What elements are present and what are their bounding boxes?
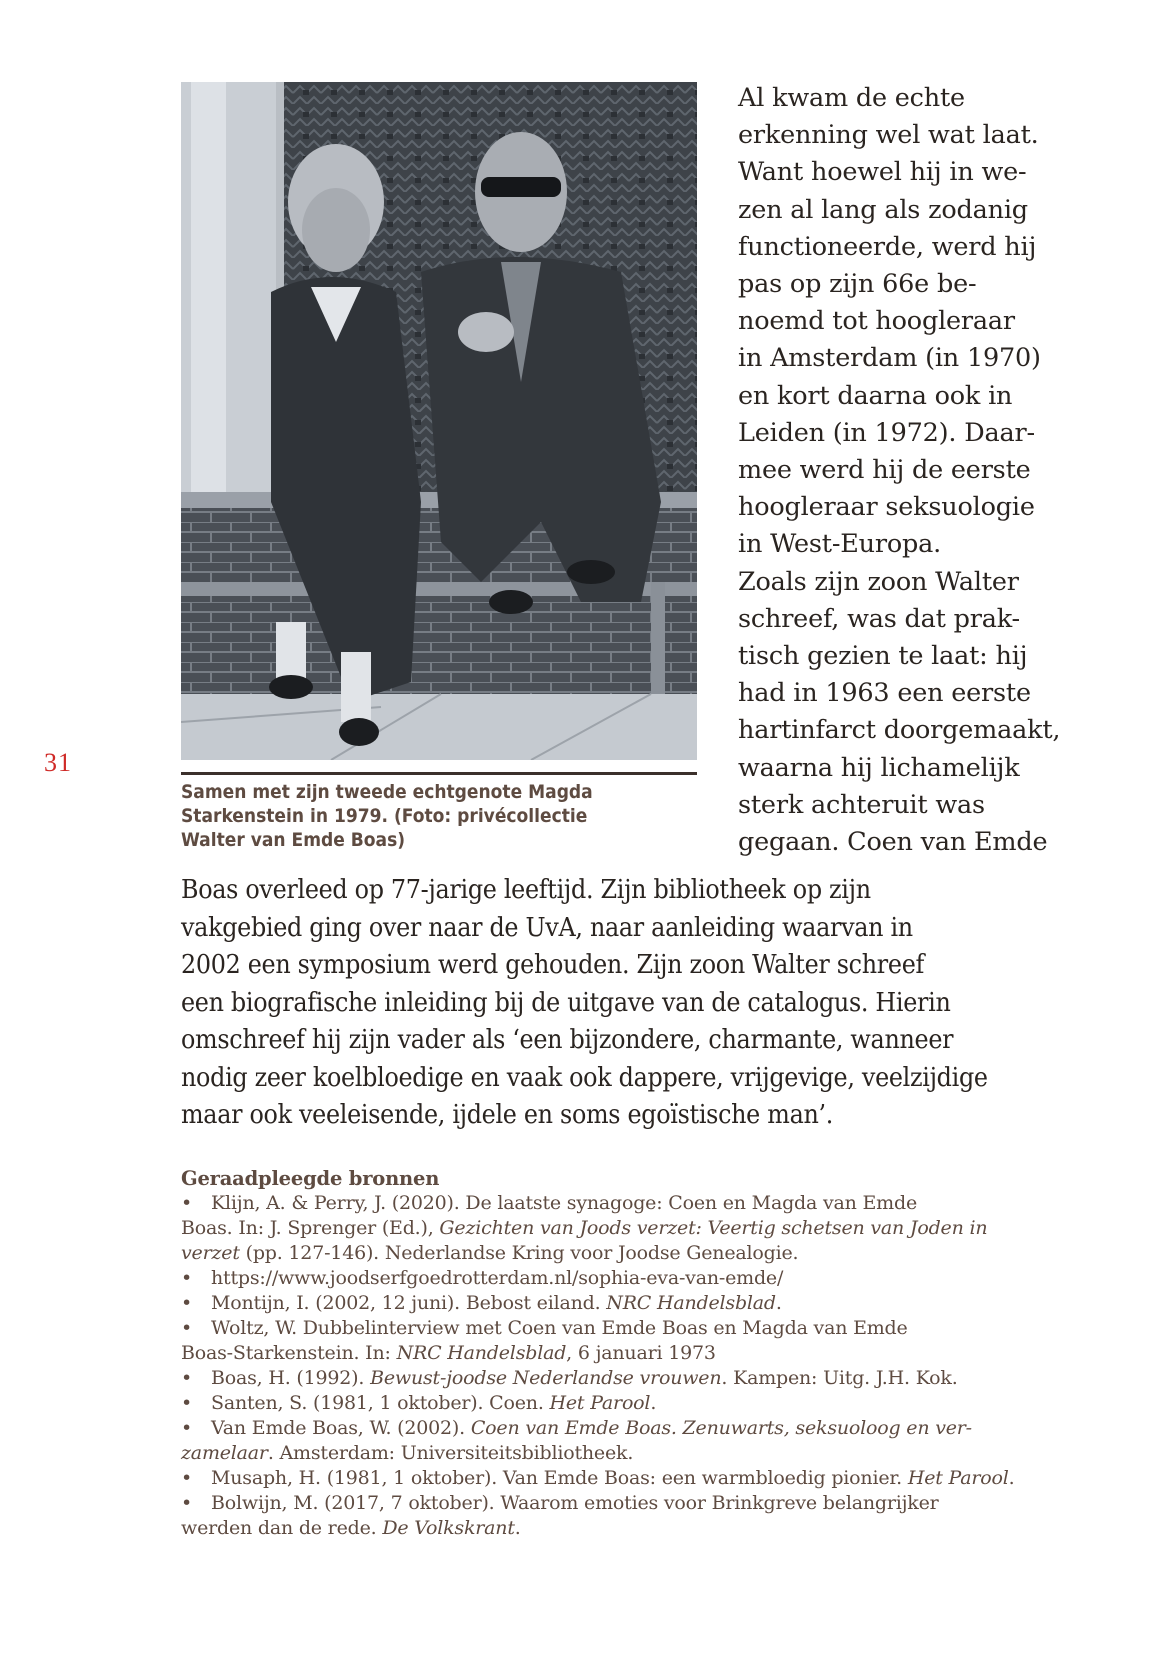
reference-title: Gezichten van Joods verzet: Veertig schetsen van Joden in <box>439 1217 988 1239</box>
reference-title: Het Parool <box>549 1392 651 1414</box>
text-line: omschreef hij zijn vader als ‘een bijzondere, charmante, wanneer <box>181 1024 954 1055</box>
text-line: en kort daarna ook in <box>738 380 1013 411</box>
text-line: mee werd hij de eerste <box>738 455 1031 486</box>
reference-title: verzet <box>181 1242 240 1264</box>
text-line: nodig zeer koelbloedige en vaak ook dappere, vrijgevige, veelzijdige <box>181 1061 988 1093</box>
bullet-icon: • <box>181 1267 193 1289</box>
bullet-icon: • <box>181 1467 193 1489</box>
reference-title: De Volkskrant <box>382 1517 515 1539</box>
text-line: zen al lang als zodanig <box>738 194 1028 225</box>
reference-item <box>181 1291 1061 1316</box>
caption-divider <box>181 772 697 775</box>
reference-text: Woltz, W. Dubbelinterview met Coen van Emde Boas en Magda van Emde <box>211 1317 908 1339</box>
text-line: erkenning wel wat laat. <box>738 120 1039 151</box>
text-line: hoogleraar seksuologie <box>738 492 1035 523</box>
text-line: sterk achteruit was <box>738 789 985 820</box>
bullet-icon: • <box>181 1292 193 1314</box>
photo-couple-on-bench <box>181 82 697 760</box>
side-column-text <box>738 80 1068 861</box>
reference-continuation <box>181 1341 1061 1366</box>
reference-continuation <box>181 1516 1061 1541</box>
reference-text: (pp. 127-146). Nederlandse Kring voor Joodse Genealogie. <box>239 1242 799 1264</box>
bullet-icon: • <box>181 1367 193 1389</box>
text-line: Zoals zijn zoon Walter <box>738 566 1019 597</box>
bullet-icon: • <box>181 1392 193 1414</box>
reference-item <box>181 1491 1061 1516</box>
bullet-icon: • <box>181 1417 193 1439</box>
reference-title: Coen van Emde Boas. Zenuwarts, seksuoloog en ver- <box>470 1417 972 1439</box>
text-line: in West-Europa. <box>738 529 942 560</box>
reference-title: Het Parool <box>907 1467 1009 1489</box>
bullet-icon: • <box>181 1192 193 1214</box>
references-heading: Geraadpleegde bronnen <box>181 1167 440 1190</box>
caption-line: Starkenstein in 1979. (Foto: privécollectie <box>181 805 588 827</box>
reference-text: Musaph, H. (1981, 1 oktober). Van Emde Boas: een warmbloedig pionier. <box>211 1467 908 1489</box>
text-line: pas op zijn 66e be- <box>738 269 977 300</box>
reference-continuation <box>181 1216 1061 1241</box>
text-line: functioneerde, werd hij <box>738 231 1037 262</box>
reference-text: . <box>514 1517 521 1539</box>
text-line: Boas overleed op 77-jarige leeftijd. Zijn bibliotheek op zijn <box>181 874 871 905</box>
reference-text: Klijn, A. & Perry, J. (2020). De laatste synagoge: Coen en Magda van Emde <box>211 1192 917 1214</box>
reference-item <box>181 1466 1061 1491</box>
text-line: vakgebied ging over naar de UvA, naar aanleiding waarvan in <box>181 911 913 943</box>
reference-text: Montijn, I. (2002, 12 juni). Bebost eiland. <box>211 1292 607 1314</box>
page-number: 31 <box>44 748 72 777</box>
reference-continuation <box>181 1441 1061 1466</box>
reference-item <box>181 1191 1061 1216</box>
bullet-icon: • <box>181 1317 193 1339</box>
text-line: waarna hij lichamelijk <box>738 752 1020 783</box>
text-line: had in 1963 een eerste <box>738 678 1031 709</box>
reference-title: NRC Handelsblad <box>606 1292 776 1314</box>
reference-text: Santen, S. (1981, 1 oktober). Coen. <box>211 1392 550 1414</box>
text-line: een biografische inleiding bij de uitgave van de catalogus. Hierin <box>181 986 951 1018</box>
reference-text: Boas, H. (1992). <box>211 1367 371 1389</box>
caption-line: Walter van Emde Boas) <box>181 829 406 851</box>
reference-text: . Kampen: Uitg. J.H. Kok. <box>721 1367 958 1389</box>
text-line: Want hoewel hij in we- <box>738 157 1027 188</box>
text-line: Al kwam de echte <box>738 83 965 113</box>
reference-text: . <box>775 1292 782 1314</box>
reference-continuation <box>181 1241 1061 1266</box>
text-line: 2002 een symposium werd gehouden. Zijn zoon Walter schreef <box>181 949 925 980</box>
text-line: maar ook veeleisende, ijdele en soms egoïstische man’. <box>181 1099 834 1130</box>
reference-text: Boas. In: J. Sprenger (Ed.), <box>181 1217 440 1239</box>
reference-item <box>181 1391 1061 1416</box>
text-line: in Amsterdam (in 1970) <box>738 343 1041 374</box>
reference-text: . <box>1008 1467 1015 1489</box>
text-line: Leiden (in 1972). Daar- <box>738 417 1035 448</box>
reference-item <box>181 1416 1061 1441</box>
reference-text: Bolwijn, M. (2017, 7 oktober). Waarom emoties voor Brinkgreve belangrijker <box>211 1492 939 1514</box>
reference-text: Boas-Starkenstein. In: <box>181 1342 397 1364</box>
reference-text: , 6 januari 1973 <box>566 1342 716 1364</box>
reference-text: Van Emde Boas, W. (2002). <box>211 1417 471 1439</box>
reference-item <box>181 1366 1061 1391</box>
photo-caption <box>181 780 681 852</box>
reference-title: NRC Handelsblad <box>396 1342 567 1364</box>
full-width-text <box>181 871 1061 1134</box>
reference-text: . <box>650 1392 657 1414</box>
caption-line: Samen met zijn tweede echtgenote Magda <box>181 781 593 803</box>
reference-text: werden dan de rede. <box>181 1517 383 1539</box>
text-line: gegaan. Coen van Emde <box>738 827 1048 858</box>
references-section <box>181 1166 1061 1541</box>
reference-item <box>181 1266 1061 1291</box>
reference-item <box>181 1316 1061 1341</box>
text-line: hartinfarct doorgemaakt, <box>738 715 1061 746</box>
reference-text: . Amsterdam: Universiteitsbibliotheek. <box>267 1442 634 1464</box>
reference-link[interactable]: https://www.joodserfgoedrotterdam.nl/sophia-eva-van-emde/ <box>211 1267 784 1289</box>
reference-title: zamelaar <box>181 1442 268 1464</box>
text-line: schreef, was dat prak- <box>738 603 1020 634</box>
reference-title: Bewust-joodse Nederlandse vrouwen <box>370 1367 722 1389</box>
text-line: noemd tot hoogleraar <box>738 306 1015 337</box>
bullet-icon: • <box>181 1492 193 1514</box>
photo-illustration <box>181 82 697 760</box>
text-line: tisch gezien te laat: hij <box>738 641 1028 672</box>
